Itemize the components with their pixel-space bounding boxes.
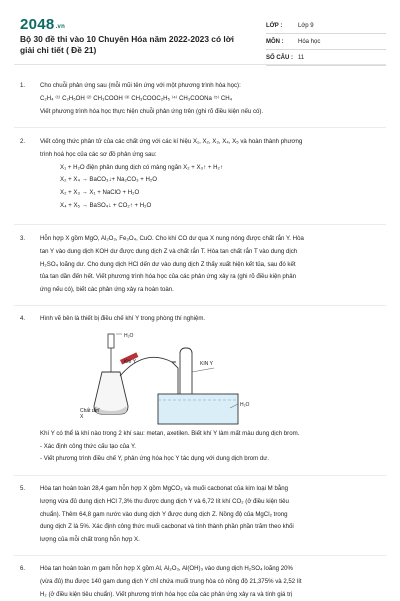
meta-row-class: LỚP : Lớp 9 xyxy=(266,18,386,34)
reaction-line: X₄ + X₅ → BaSO₄↓ + CO₂↑ + H₂O xyxy=(60,201,152,209)
header-divider xyxy=(14,64,386,65)
question-line: Khí Y có thể là khí nào trong 2 khí sau: metan, axetilen. Biết khí Y làm mất màu dung dịch brom. xyxy=(40,429,300,437)
site-logo[interactable]: 2048.vn xyxy=(20,16,66,33)
question-line: chuẩn). Thêm 64,8 gam nước vào dung dịch Y được dung dịch Z. Nồng độ của MgCl₂ trong xyxy=(40,510,288,518)
question-body xyxy=(40,563,386,601)
question-line: lượng vừa đủ dung dịch HCl 7,3% thu được dung dịch Y và 6,72 lít khí CO₂ (ở điều kiện tiêu xyxy=(40,497,289,505)
question-line: Hòa tan hoàn toàn m gam hỗn hợp X gồm Al, Al₂O₃, Al(OH)₃ vào dung dịch H₂SO₄ loãng 20% xyxy=(40,565,293,572)
label-water-bottom: H₂O xyxy=(240,401,250,408)
label-water-top: H₂O xyxy=(124,332,134,339)
question-body xyxy=(40,483,386,547)
question-line: trình hoá học của các sơ đồ phản ứng sau: xyxy=(40,150,157,158)
question-line: tủa tan dần đến hết. Viết phương trình hóa học của các phản ứng xảy ra (ghi rõ điều kiện phản xyxy=(40,273,296,281)
question-line: Hình vẽ bên là thiết bị điều chế khí Y trong phòng thí nghiệm. xyxy=(40,315,206,322)
question-line: Viết phương trình hóa học thực hiện chuỗi phản ứng trên (ghi rõ điều kiện nếu có). xyxy=(40,107,264,115)
question-line: (vừa đủ) thu được 140 gam dung dịch Y chỉ chứa muối trung hòa có nồng độ 21,375% và 2,52 lít xyxy=(40,577,302,585)
question-number: 3. xyxy=(20,235,26,242)
reaction-line: X₂ + X₄ → BaCO₃↓+ Na₂CO₃ + H₂O xyxy=(60,176,158,184)
question-line: Cho chuỗi phản ứng sau (mỗi mũi tên ứng với một phương trình hóa học): xyxy=(40,82,241,89)
question-number: 6. xyxy=(20,565,26,572)
question-number: 5. xyxy=(20,485,26,492)
question-line: lượng của mỗi chất trong hỗn hợp X. xyxy=(40,536,140,544)
question-body xyxy=(40,313,386,466)
question-line: ứng nếu có), biết các phản ứng xảy ra hoàn toàn. xyxy=(40,286,174,294)
label-gas-y: Khí Y xyxy=(124,358,137,365)
question-body xyxy=(40,233,386,297)
lab-apparatus-figure xyxy=(54,328,254,428)
question-line: Hỗn hợp X gồm MgO, Al₂O₃, Fe₃O₄, CuO. Cho khí CO dư qua X nung nóng được chất rắn Y. Hòa xyxy=(40,235,304,242)
question-separator xyxy=(14,475,386,476)
label-solid-x: Chất rắn X xyxy=(80,407,100,420)
reaction-line: X₁ + H₂O điện phân dung dịch có màng ngăn X₂ + X₃↑ + H₂↑ xyxy=(60,163,223,171)
meta-row-subject: MÔN : Hóa học xyxy=(266,34,386,50)
question-separator xyxy=(14,305,386,306)
question-separator xyxy=(14,224,386,225)
document-meta xyxy=(266,18,386,66)
question-line: Hòa tan hoàn toàn 28,4 gam hỗn hợp X gồm MgCO₃ và muối cacbonat của kim loại M bằng xyxy=(40,485,288,492)
question-line: - Viết phương trình điều chế Y, phản ứng hóa học Y tác dụng với dung dịch brom dư. xyxy=(40,455,270,463)
document-title: Bộ 30 đề thi vào 10 Chuyên Hóa năm 2022-2023 có lời giải chi tiết ( Đề 21) xyxy=(20,34,235,55)
question-number: 2. xyxy=(20,138,26,145)
question-line: C₂H₄ ⁽¹⁾ C₂H₅OH ⁽²⁾ CH₃COOH ⁽³⁾ CH₃COOC₂H₅ ⁽⁴⁾ CH₃COONa ⁽⁵⁾ CH₄ xyxy=(40,94,233,102)
question-line: tan Y vào dung dịch KOH dư được dung dịch Z và chất rắn T. Hòa tan chất rắn T vào dung dịch xyxy=(40,247,298,255)
question-separator xyxy=(14,127,386,128)
label-kin-y: KIN Y xyxy=(200,360,213,367)
question-line: H₂SO₄ loãng dư. Cho dung dịch HCl dến dư vào dung dịch Z thấy xuất hiện kết tủa, sau đó kết xyxy=(40,260,296,268)
question-number: 4. xyxy=(20,315,26,322)
question-separator xyxy=(14,555,386,556)
question-line: H₂ (ở điều kiện tiêu chuẩn). Viết phương trình hóa học của các phản ứng xảy ra và tính giá trị xyxy=(40,590,293,598)
question-line: Viết công thức phân tử của các chất ứng với các kí hiệu X₁, X₂, X₃, X₄, X₅ và hoàn thành phương xyxy=(40,138,303,145)
document-header xyxy=(14,10,386,61)
question-line: dung dịch Z là 5%. Xác định công thức muối cacbonat và tính thành phần phần trăm theo khối xyxy=(40,523,294,531)
question-number: 1. xyxy=(20,82,26,89)
question-line: - Xác định công thức cấu tạo của Y. xyxy=(40,442,136,450)
reaction-line: X₂ + X₃ → X₁ + NaClO + H₂O xyxy=(60,189,140,197)
question-body xyxy=(40,136,386,213)
question-body xyxy=(40,80,386,118)
meta-row-count: SỐ CÂU : 11 xyxy=(266,50,386,66)
